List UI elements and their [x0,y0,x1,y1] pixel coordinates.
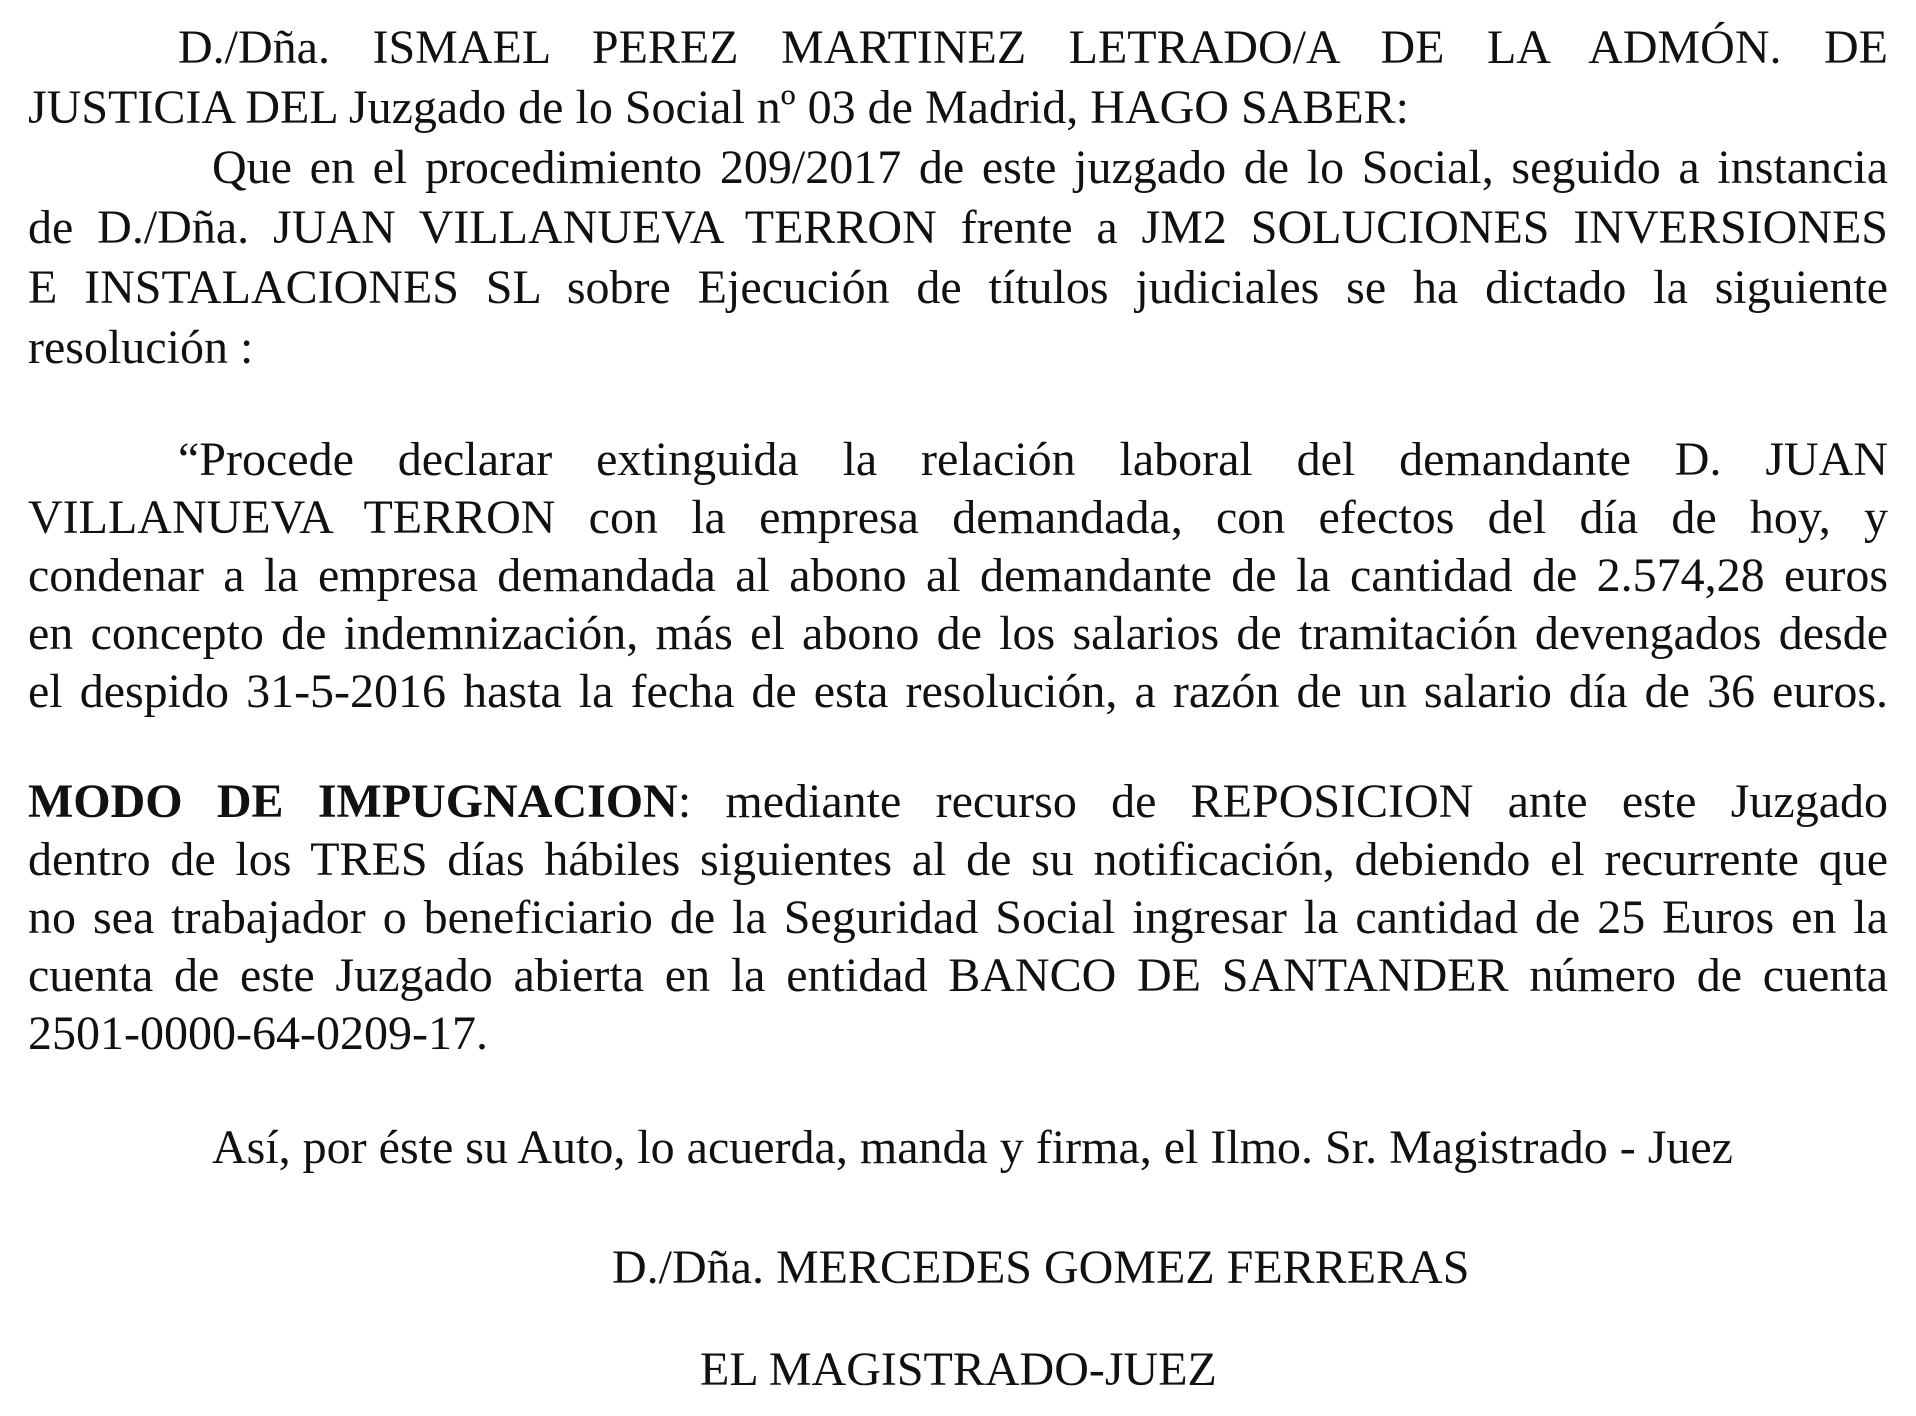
impugnacion-line-2: dentro de los TRES días hábiles siguientes al de su notificación, debiendo el recurrente que [28,833,1888,886]
impugnacion-line-5: 2501-0000-64-0209-17. [28,1007,488,1060]
intro-line-2: de D./Dña. JUAN VILLANUEVA TERRON frente a JM2 SOLUCIONES INVERSIONES [28,201,1888,254]
impugnacion-line-1-text: : mediante recurso de REPOSICION ante este Juzgado [677,775,1888,828]
resolution-line-3: condenar a la empresa demandada al abono al demandante de la cantidad de 2.574,28 euros [28,549,1888,602]
impugnacion-label: MODO DE IMPUGNACION [28,775,678,828]
header-line-1: D./Dña. ISMAEL PEREZ MARTINEZ LETRADO/A DE LA ADMÓN. DE [178,21,1888,74]
judge-name: D./Dña. MERCEDES GOMEZ FERRERAS [612,1241,1470,1294]
intro-line-4: resolución : [28,321,254,374]
resolution-line-2: VILLANUEVA TERRON con la empresa demandada, con efectos del día de hoy, y [28,491,1888,544]
header-line-2: JUSTICIA DEL Juzgado de lo Social nº 03 de Madrid, HAGO SABER: [28,81,1409,134]
intro-line-3: E INSTALACIONES SL sobre Ejecución de títulos judiciales se ha dictado la siguiente [28,261,1888,314]
judge-title: EL MAGISTRADO-JUEZ [700,1343,1217,1396]
closing-auto-line: Así, por éste su Auto, lo acuerda, manda y firma, el Ilmo. Sr. Magistrado - Juez [212,1121,1733,1174]
impugnacion-line-3: no sea trabajador o beneficiario de la Seguridad Social ingresar la cantidad de 25 Euros en la [28,891,1888,944]
resolution-line-4: en concepto de indemnización, más el abono de los salarios de tramitación devengados desde [28,607,1888,660]
resolution-line-5: el despido 31-5-2016 hasta la fecha de esta resolución, a razón de un salario día de 36 euros. [28,665,1888,718]
resolution-line-1: “Procede declarar extinguida la relación laboral del demandante D. JUAN [178,433,1888,486]
impugnacion-line-4: cuenta de este Juzgado abierta en la entidad BANCO DE SANTANDER número de cuenta [28,949,1888,1002]
impugnacion-line-1 [28,772,1888,832]
intro-line-1: Que en el procedimiento 209/2017 de este juzgado de lo Social, seguido a instancia [212,141,1888,194]
